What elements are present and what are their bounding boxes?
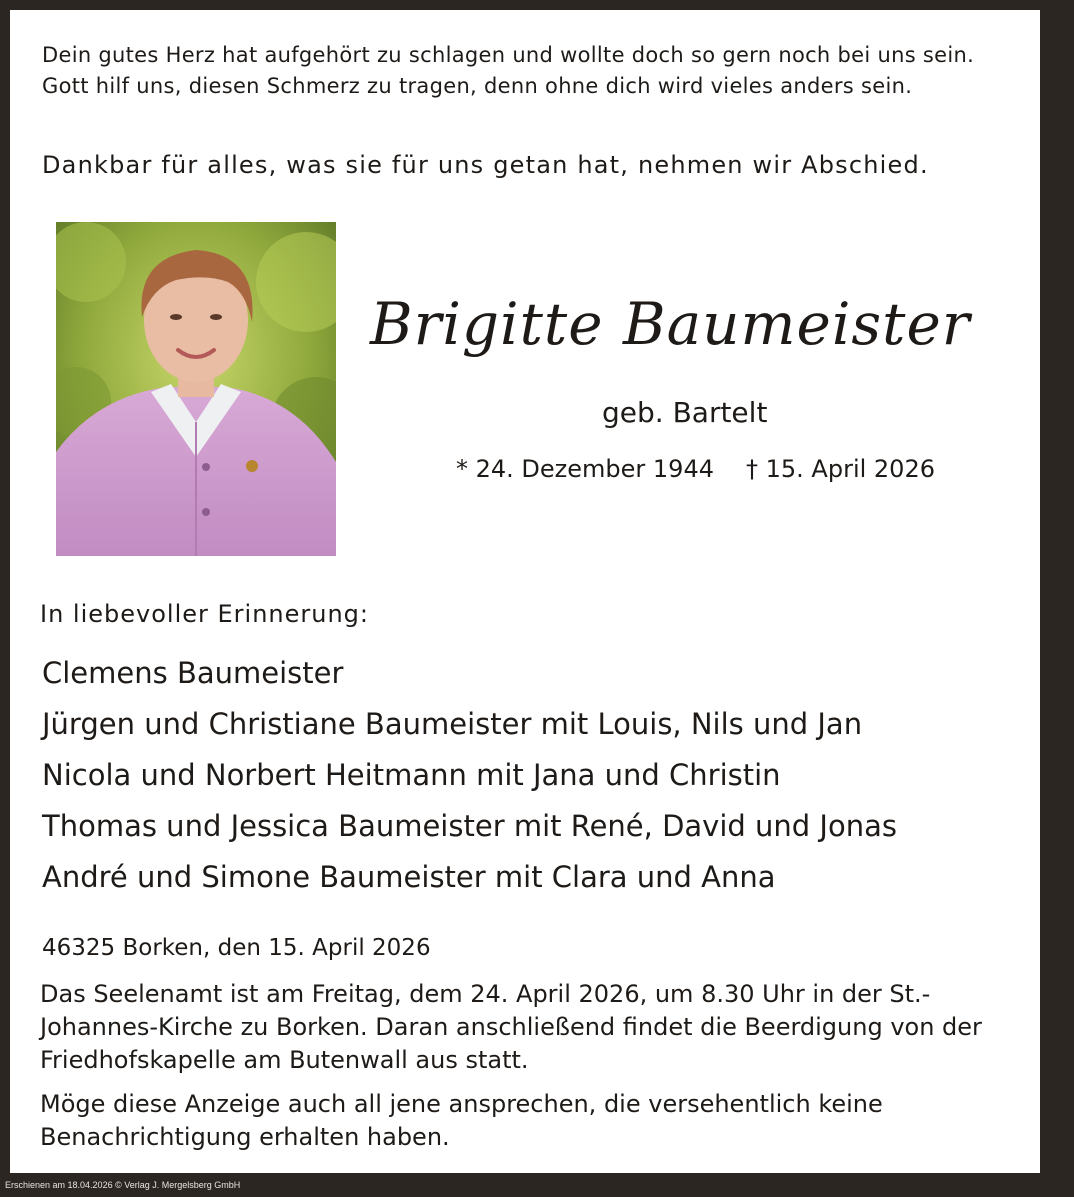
verse-line-2: Gott hilf uns, diesen Schmerz zu tragen, denn ohne dich wird vieles anders sein. [42,74,913,98]
obituary-sheet [10,10,1040,1173]
notice-text: Möge diese Anzeige auch all jene ansprechen, die versehentlich keine Benachrichtigung erhalten haben. [40,1090,883,1151]
birth-date: * 24. Dezember 1944 [456,455,714,483]
thanks-line: Dankbar für alles, was sie für uns getan hat, nehmen wir Abschied. [42,151,929,179]
mourner-line: Thomas und Jessica Baumeister mit René, David und Jonas [42,809,897,843]
mourner-line: André und Simone Baumeister mit Clara und Anna [42,860,776,894]
life-dates [456,455,935,483]
place-date: 46325 Borken, den 15. April 2026 [42,935,431,961]
maiden-name: geb. Bartelt [602,396,768,429]
death-date: † 15. April 2026 [746,455,935,483]
memory-label: In liebevoller Erinnerung: [40,600,369,628]
mourner-line: Jürgen und Christiane Baumeister mit Louis, Nils und Jan [42,707,863,741]
deceased-name: Brigitte Baumeister [370,290,971,358]
mourner-line: Clemens Baumeister [42,656,344,690]
mourner-line: Nicola und Norbert Heitmann mit Jana und Christin [42,758,781,792]
publication-footer: Erschienen am 18.04.2026 © Verlag J. Mergelsberg GmbH [5,1180,241,1190]
verse-line-1: Dein gutes Herz hat aufgehört zu schlagen und wollte doch so gern noch bei uns sein. [42,43,975,67]
service-text: Das Seelenamt ist am Freitag, dem 24. April 2026, um 8.30 Uhr in der St.-Johannes-Kirche zu Borken. Daran anschließend findet die Beerdigung von der Friedhofskapelle am Butenwall aus statt. [40,980,982,1074]
portrait-photo [56,222,336,556]
